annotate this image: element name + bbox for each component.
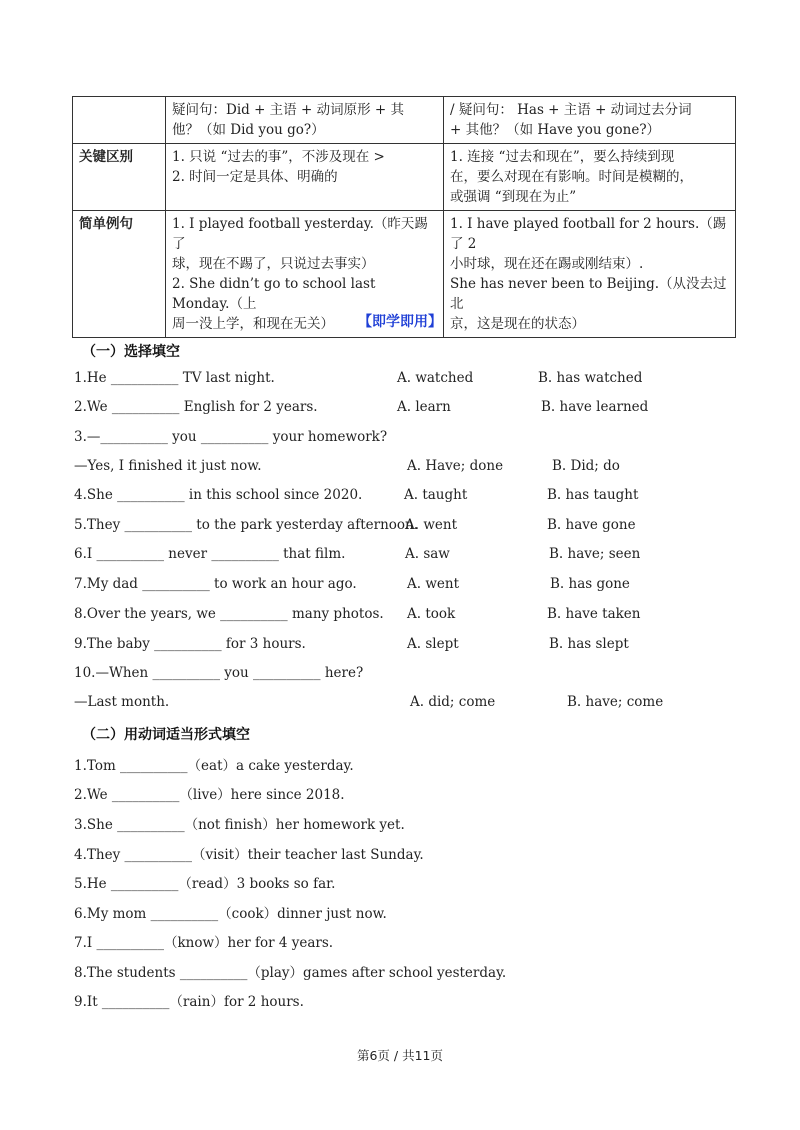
cell-line: 2. 时间一定是具体、明确的 [172, 169, 338, 185]
option-b: B. have; come [567, 694, 664, 710]
fill-blank-item: 6.My mom __________（cook）dinner just now. [74, 906, 387, 922]
question-text: 8.Over the years, we __________ many photos. [74, 606, 384, 622]
cell-line: 在，要么对现在有影响。时间是模糊的， [450, 169, 693, 185]
fill-blank-item: 5.He __________（read）3 books so far. [74, 876, 336, 892]
cell-line: 京，这是现在的状态） [450, 316, 585, 332]
question-text: 5.They __________ to the park yesterday afternoon. [74, 517, 419, 533]
page-footer: 第6页 / 共11页 [356, 1048, 444, 1063]
present-perfect-cell [444, 144, 736, 211]
past-tense-cell [166, 144, 444, 211]
option-a: A. saw [405, 546, 450, 562]
fill-blank-item: 7.I __________（know）her for 4 years. [74, 935, 334, 951]
comparison-table [72, 96, 736, 338]
cell-line: 2. She didn’t go to school last Monday.（上 [172, 276, 376, 312]
cell-line: 周一没上学，和现在无关） [172, 316, 334, 332]
question-text: —Yes, I finished it just now. [74, 458, 262, 474]
option-b: B. have gone [547, 517, 636, 533]
cell-line: + 其他？（如 Have you gone?） [450, 122, 661, 138]
option-b: B. has taught [547, 487, 639, 503]
cell-line: 疑问句：Did + 主语 + 动词原形 + 其 [172, 102, 404, 118]
cell-line: 1. 只说 “过去的事”，不涉及现在 > [172, 149, 385, 165]
past-tense-cell [166, 97, 444, 144]
table-row-question [73, 97, 736, 144]
row-label [73, 97, 166, 144]
row-label: 关键区别 [73, 144, 166, 211]
cell-line: 或强调 “到现在为止” [450, 189, 577, 205]
option-a: A. taught [404, 487, 468, 503]
section-title: 【即学即用】 [358, 314, 442, 330]
cell-line: 小时球，现在还在踢或刚结束）. [450, 256, 644, 272]
option-a: A. did; come [410, 694, 496, 710]
option-b: B. have; seen [549, 546, 641, 562]
cell-line: / 疑问句： Has + 主语 + 动词过去分词 [450, 102, 692, 118]
question-text: 3.—__________ you __________ your homework? [74, 429, 388, 445]
option-b: B. has gone [550, 576, 630, 592]
option-b: B. have learned [541, 399, 649, 415]
row-label: 简单例句 [73, 211, 166, 338]
question-text: 2.We __________ English for 2 years. [74, 399, 318, 415]
cell-line: 1. 连接 “过去和现在”，要么持续到现 [450, 149, 675, 165]
question-text: 6.I __________ never __________ that film. [74, 546, 346, 562]
question-text: 4.She __________ in this school since 2020. [74, 487, 363, 503]
present-perfect-cell [444, 97, 736, 144]
option-b: B. has watched [538, 370, 643, 386]
question-text: 10.—When __________ you __________ here? [74, 665, 364, 681]
part1-title: （一）选择填空 [82, 344, 180, 360]
fill-blank-item: 1.Tom __________（eat）a cake yesterday. [74, 758, 354, 774]
option-a: A. slept [407, 636, 459, 652]
option-a: A. learn [397, 399, 451, 415]
cell-line: 球，现在不踢了，只说过去事实） [172, 256, 375, 272]
option-a: A. went [407, 576, 459, 592]
question-text: —Last month. [74, 694, 170, 710]
option-a: A. went [405, 517, 457, 533]
fill-blank-item: 2.We __________（live）here since 2018. [74, 787, 345, 803]
part2-title: （二）用动词适当形式填空 [82, 727, 250, 743]
cell-line: She has never been to Beijing.（从没去过北 [450, 276, 727, 312]
fill-blank-item: 3.She __________（not finish）her homework yet. [74, 817, 405, 833]
fill-blank-item: 8.The students __________（play）games after school yesterday. [74, 965, 507, 981]
cell-line: 他？（如 Did you go?） [172, 122, 325, 138]
option-a: A. took [407, 606, 456, 622]
option-b: B. Did; do [552, 458, 620, 474]
cell-line: 1. I played football yesterday.（昨天踢了 [172, 216, 428, 252]
question-text: 7.My dad __________ to work an hour ago. [74, 576, 357, 592]
option-b: B. has slept [549, 636, 629, 652]
question-text: 1.He __________ TV last night. [74, 370, 275, 386]
cell-line: 1. I have played football for 2 hours.（踢了 2 [450, 216, 727, 252]
option-a: A. watched [397, 370, 474, 386]
option-b: B. have taken [547, 606, 641, 622]
table-row-key-difference [73, 144, 736, 211]
fill-blank-item: 9.It __________（rain）for 2 hours. [74, 994, 304, 1010]
question-text: 9.The baby __________ for 3 hours. [74, 636, 306, 652]
fill-blank-item: 4.They __________（visit）their teacher last Sunday. [74, 847, 424, 863]
option-a: A. Have; done [407, 458, 504, 474]
